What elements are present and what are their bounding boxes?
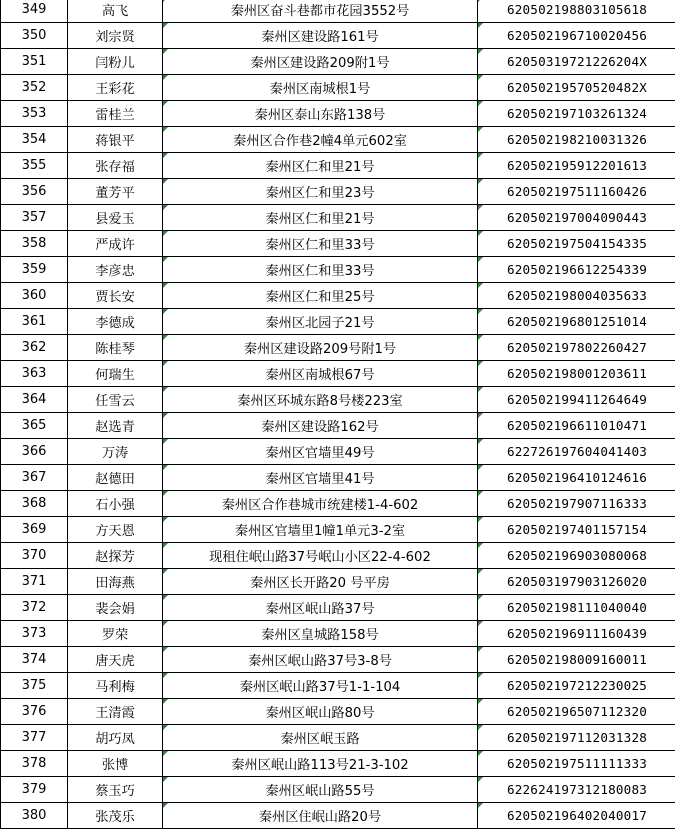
- id-number-cell[interactable]: 620502196402040017: [478, 803, 675, 829]
- table-row: [1, 309, 675, 335]
- row-number-cell[interactable]: 351: [1, 49, 68, 75]
- row-number-cell[interactable]: 370: [1, 543, 68, 569]
- address-cell[interactable]: 秦州区岷山路37号: [163, 595, 478, 621]
- name-cell[interactable]: 县爱玉: [68, 205, 163, 231]
- name-cell[interactable]: 何瑞生: [68, 361, 163, 387]
- name-cell[interactable]: 贾长安: [68, 283, 163, 309]
- id-number-cell[interactable]: 620502198210031326: [478, 127, 675, 153]
- name-cell[interactable]: 陈桂琴: [68, 335, 163, 361]
- address-cell[interactable]: 秦州区岷山路113号21-3-102: [163, 751, 478, 777]
- row-number-cell[interactable]: 362: [1, 335, 68, 361]
- table-row: [1, 621, 675, 647]
- table-row: [1, 335, 675, 361]
- table-row: [1, 49, 675, 75]
- table-row: [1, 751, 675, 777]
- name-cell[interactable]: 石小强: [68, 491, 163, 517]
- row-number-cell[interactable]: 369: [1, 517, 68, 543]
- name-cell[interactable]: 赵德田: [68, 465, 163, 491]
- name-cell[interactable]: 王清霞: [68, 699, 163, 725]
- name-cell[interactable]: 张博: [68, 751, 163, 777]
- address-cell[interactable]: 秦州区建设路209附1号: [163, 49, 478, 75]
- table-row: [1, 75, 675, 101]
- name-cell[interactable]: 刘宗贤: [68, 23, 163, 49]
- row-number-cell[interactable]: 359: [1, 257, 68, 283]
- name-cell[interactable]: 严成许: [68, 231, 163, 257]
- id-number-cell[interactable]: 620502198803105618: [478, 0, 675, 23]
- id-number-cell[interactable]: 620502198004035633: [478, 283, 675, 309]
- name-cell[interactable]: 蔡玉巧: [68, 777, 163, 803]
- address-cell[interactable]: 秦州区合作巷2幢4单元602室: [163, 127, 478, 153]
- row-number-cell[interactable]: 371: [1, 569, 68, 595]
- name-cell[interactable]: 李德成: [68, 309, 163, 335]
- table-row: [1, 179, 675, 205]
- row-number-cell[interactable]: 364: [1, 387, 68, 413]
- id-number-cell[interactable]: 620502195912201613: [478, 153, 675, 179]
- address-cell[interactable]: 秦州区岷山路37号3-8号: [163, 647, 478, 673]
- table-row: [1, 777, 675, 803]
- address-cell[interactable]: 秦州区官墙里49号: [163, 439, 478, 465]
- id-number-cell[interactable]: 620503197903126020: [478, 569, 675, 595]
- address-cell[interactable]: 秦州区岷山路55号: [163, 777, 478, 803]
- address-cell[interactable]: 秦州区官墙里41号: [163, 465, 478, 491]
- address-cell[interactable]: 秦州区住岷山路20号: [163, 803, 478, 829]
- address-cell[interactable]: 秦州区北园子21号: [163, 309, 478, 335]
- address-cell[interactable]: 秦州区仁和里21号: [163, 153, 478, 179]
- address-cell[interactable]: 秦州区岷山路37号1-1-104: [163, 673, 478, 699]
- id-number-cell[interactable]: 620502198009160011: [478, 647, 675, 673]
- name-cell[interactable]: 王彩花: [68, 75, 163, 101]
- row-number-cell[interactable]: 353: [1, 101, 68, 127]
- table-row: [1, 231, 675, 257]
- row-number-cell[interactable]: 372: [1, 595, 68, 621]
- id-number-cell[interactable]: 620502198001203611: [478, 361, 675, 387]
- table-row: [1, 0, 675, 23]
- row-number-cell[interactable]: 350: [1, 23, 68, 49]
- row-number-cell[interactable]: 380: [1, 803, 68, 829]
- address-cell[interactable]: 秦州区仁和里25号: [163, 283, 478, 309]
- id-number-cell[interactable]: 620502196611010471: [478, 413, 675, 439]
- table-row: [1, 569, 675, 595]
- address-cell[interactable]: 秦州区皇城路158号: [163, 621, 478, 647]
- table-row: [1, 413, 675, 439]
- name-cell[interactable]: 裴会娟: [68, 595, 163, 621]
- table-row: [1, 803, 675, 829]
- table-row: [1, 673, 675, 699]
- address-cell[interactable]: 秦州区南城根1号: [163, 75, 478, 101]
- address-cell[interactable]: 现租住岷山路37号岷山小区22-4-602: [163, 543, 478, 569]
- id-number-cell[interactable]: 622624197312180083: [478, 777, 675, 803]
- id-number-cell[interactable]: 620502196801251014: [478, 309, 675, 335]
- address-cell[interactable]: 秦州区岷山路80号: [163, 699, 478, 725]
- name-cell[interactable]: 方天恩: [68, 517, 163, 543]
- name-cell[interactable]: 闫粉儿: [68, 49, 163, 75]
- name-cell[interactable]: 李彦忠: [68, 257, 163, 283]
- table-row: [1, 491, 675, 517]
- name-cell[interactable]: 张存福: [68, 153, 163, 179]
- table-row: [1, 543, 675, 569]
- table-row: [1, 387, 675, 413]
- name-cell[interactable]: 蒋银平: [68, 127, 163, 153]
- table-row: [1, 257, 675, 283]
- row-number-cell[interactable]: 373: [1, 621, 68, 647]
- table-row: [1, 283, 675, 309]
- id-number-cell[interactable]: 62050319721226204X: [478, 49, 675, 75]
- table-row: [1, 439, 675, 465]
- table-row: [1, 153, 675, 179]
- address-cell[interactable]: 秦州区南城根67号: [163, 361, 478, 387]
- name-cell[interactable]: 万涛: [68, 439, 163, 465]
- id-number-cell[interactable]: 620502196612254339: [478, 257, 675, 283]
- name-cell[interactable]: 赵选青: [68, 413, 163, 439]
- table-row: [1, 725, 675, 751]
- row-number-cell[interactable]: 376: [1, 699, 68, 725]
- id-number-cell[interactable]: 620502197103261324: [478, 101, 675, 127]
- records-table-body: [1, 0, 675, 829]
- table-row: [1, 361, 675, 387]
- row-number-cell[interactable]: 375: [1, 673, 68, 699]
- id-number-cell[interactable]: 620502197802260427: [478, 335, 675, 361]
- table-row: [1, 101, 675, 127]
- address-cell[interactable]: 秦州区建设路209号附1号: [163, 335, 478, 361]
- id-number-cell[interactable]: 620502197907116333: [478, 491, 675, 517]
- id-number-cell[interactable]: 620502197212230025: [478, 673, 675, 699]
- id-number-cell[interactable]: 620502197511111333: [478, 751, 675, 777]
- address-cell[interactable]: 秦州区泰山东路138号: [163, 101, 478, 127]
- name-cell[interactable]: 任雪云: [68, 387, 163, 413]
- address-cell[interactable]: 秦州区官墙里1幢1单元3-2室: [163, 517, 478, 543]
- address-cell[interactable]: 秦州区合作巷城市统建楼1-4-602: [163, 491, 478, 517]
- address-cell[interactable]: 秦州区长开路20 号平房: [163, 569, 478, 595]
- id-number-cell[interactable]: 620502197511160426: [478, 179, 675, 205]
- row-number-cell[interactable]: 368: [1, 491, 68, 517]
- row-number-cell[interactable]: 357: [1, 205, 68, 231]
- row-number-cell[interactable]: 378: [1, 751, 68, 777]
- table-row: [1, 647, 675, 673]
- table-row: [1, 205, 675, 231]
- name-cell[interactable]: 雷桂兰: [68, 101, 163, 127]
- row-number-cell[interactable]: 361: [1, 309, 68, 335]
- table-row: [1, 517, 675, 543]
- id-number-cell[interactable]: 620502196410124616: [478, 465, 675, 491]
- row-number-cell[interactable]: 363: [1, 361, 68, 387]
- row-number-cell[interactable]: 374: [1, 647, 68, 673]
- id-number-cell[interactable]: 620502197004090443: [478, 205, 675, 231]
- row-number-cell[interactable]: 367: [1, 465, 68, 491]
- row-number-cell[interactable]: 360: [1, 283, 68, 309]
- id-number-cell[interactable]: 620502196911160439: [478, 621, 675, 647]
- row-number-cell[interactable]: 365: [1, 413, 68, 439]
- id-number-cell[interactable]: 62050219570520482X: [478, 75, 675, 101]
- name-cell[interactable]: 唐天虎: [68, 647, 163, 673]
- address-cell[interactable]: 秦州区环城东路8号楼223室: [163, 387, 478, 413]
- name-cell[interactable]: 马利梅: [68, 673, 163, 699]
- id-number-cell[interactable]: 620502196710020456: [478, 23, 675, 49]
- address-cell[interactable]: 秦州区仁和里33号: [163, 231, 478, 257]
- id-number-cell[interactable]: 620502196903080068: [478, 543, 675, 569]
- address-cell[interactable]: 秦州区奋斗巷都市花园3552号: [163, 0, 478, 23]
- address-cell[interactable]: 秦州区仁和里21号: [163, 205, 478, 231]
- id-number-cell[interactable]: 620502197401157154: [478, 517, 675, 543]
- row-number-cell[interactable]: 356: [1, 179, 68, 205]
- row-number-cell[interactable]: 352: [1, 75, 68, 101]
- name-cell[interactable]: 罗荣: [68, 621, 163, 647]
- id-number-cell[interactable]: 622726197604041403: [478, 439, 675, 465]
- address-cell[interactable]: 秦州区仁和里33号: [163, 257, 478, 283]
- row-number-cell[interactable]: 355: [1, 153, 68, 179]
- table-row: [1, 465, 675, 491]
- name-cell[interactable]: 赵探芳: [68, 543, 163, 569]
- address-cell[interactable]: 秦州区岷玉路: [163, 725, 478, 751]
- id-number-cell[interactable]: 620502197112031328: [478, 725, 675, 751]
- id-number-cell[interactable]: 620502197504154335: [478, 231, 675, 257]
- name-cell[interactable]: 张茂乐: [68, 803, 163, 829]
- row-number-cell[interactable]: 349: [1, 0, 68, 23]
- id-number-cell[interactable]: 620502199411264649: [478, 387, 675, 413]
- id-number-cell[interactable]: 620502196507112320: [478, 699, 675, 725]
- table-row: [1, 699, 675, 725]
- name-cell[interactable]: 董芳平: [68, 179, 163, 205]
- table-row: [1, 23, 675, 49]
- table-row: [1, 127, 675, 153]
- name-cell[interactable]: 高飞: [68, 0, 163, 23]
- table-row: [1, 595, 675, 621]
- id-number-cell[interactable]: 620502198111040040: [478, 595, 675, 621]
- name-cell[interactable]: 胡巧凤: [68, 725, 163, 751]
- address-cell[interactable]: 秦州区建设路162号: [163, 413, 478, 439]
- row-number-cell[interactable]: 358: [1, 231, 68, 257]
- address-cell[interactable]: 秦州区建设路161号: [163, 23, 478, 49]
- row-number-cell[interactable]: 377: [1, 725, 68, 751]
- row-number-cell[interactable]: 366: [1, 439, 68, 465]
- name-cell[interactable]: 田海燕: [68, 569, 163, 595]
- row-number-cell[interactable]: 354: [1, 127, 68, 153]
- address-cell[interactable]: 秦州区仁和里23号: [163, 179, 478, 205]
- row-number-cell[interactable]: 379: [1, 777, 68, 803]
